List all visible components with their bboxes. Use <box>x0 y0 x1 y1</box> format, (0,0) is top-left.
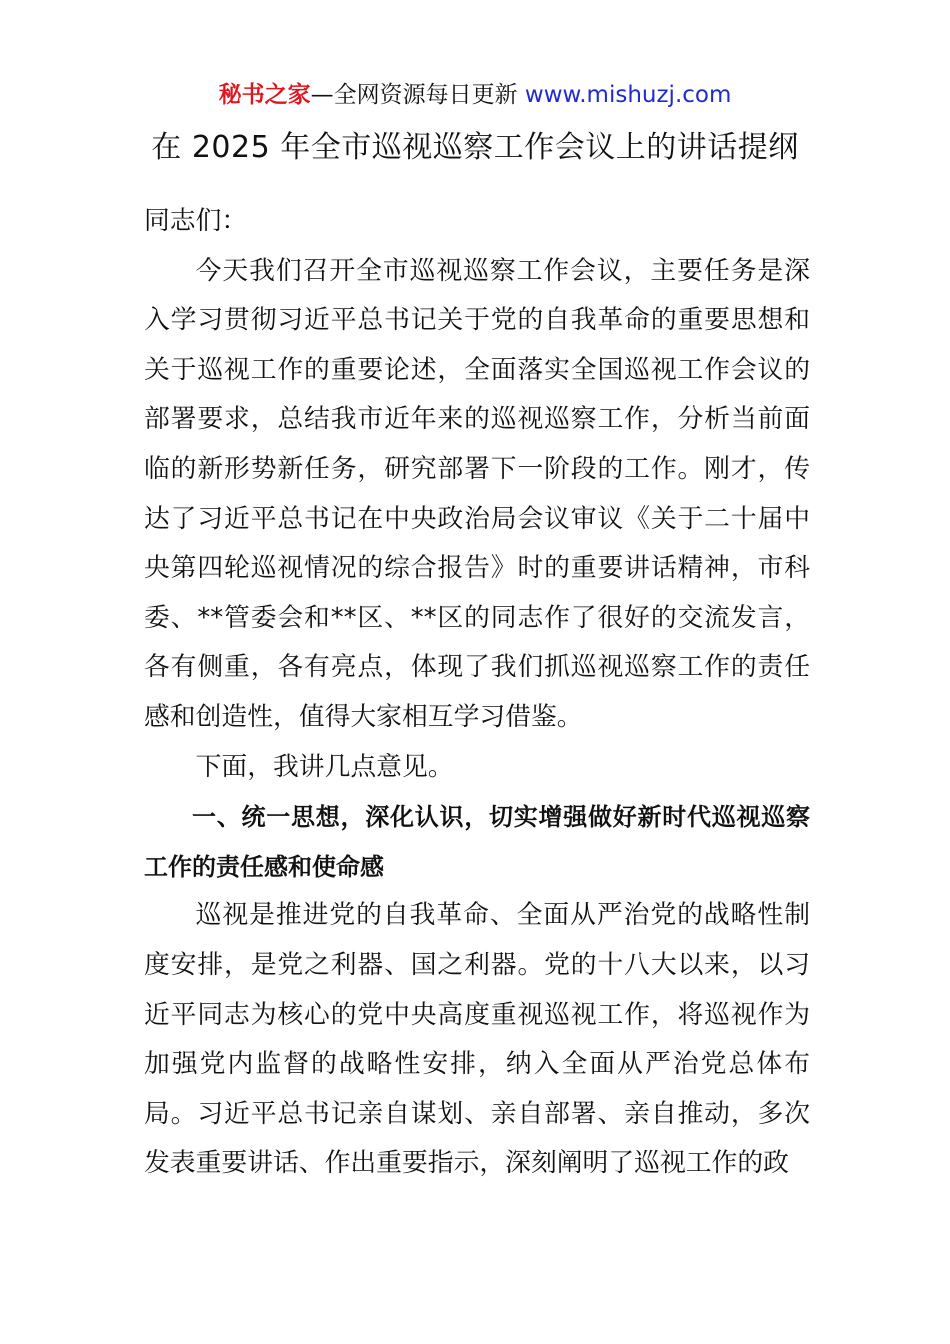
paragraph: 今天我们召开全市巡视巡察工作会议，主要任务是深入学习贯彻习近平总书记关于党的自我革命的重要思想和关于巡视工作的重要论述，全面落实全国巡视工作会议的部署要求，总结我市近年来的巡视巡察工作，分析当前面临的新形势新任务，研究部署下一阶段的工作。刚才，传达了习近平总书记在中央政治局会议审议《关于二十届中央第四轮巡视情况的综合报告》时的重要讲话精神，市科委、**管委会和**区、**区的同志作了很好的交流发言，各有侧重，各有亮点，体现了我们抓巡视巡察工作的责任感和创造性，值得大家相互学习借鉴。 <box>144 255 810 732</box>
site-header <box>0 78 950 112</box>
paragraph: 下面，我讲几点意见。 <box>195 751 454 782</box>
paragraph: 巡视是推进党的自我革命、全面从严治党的战略性制度安排，是党之利器、国之利器。党的十八大以来，以习近平同志为核心的党中央高度重视巡视工作，将巡视作为加强党内监督的战略性安排，纳入全面从严治党总体布局。习近平总书记亲自谋划、亲自部署、亲自推动，多次发表重要讲话、作出重要指示，深刻阐明了巡视工作的政 <box>144 900 810 1179</box>
document-title: 在 2025 年全市巡视巡察工作会议上的讲话提纲 <box>151 130 799 165</box>
site-link[interactable]: www.mishuzj.com <box>524 82 732 108</box>
document-body <box>144 197 810 1189</box>
salutation: 同志们： <box>144 206 248 236</box>
header-slogan: —全网资源每日更新 <box>310 82 525 108</box>
section-heading: 一、统一思想，深化认识，切实增强做好新时代巡视巡察工作的责任感和使命感 <box>144 802 810 881</box>
brand-name: 秘书之家 <box>218 82 311 108</box>
